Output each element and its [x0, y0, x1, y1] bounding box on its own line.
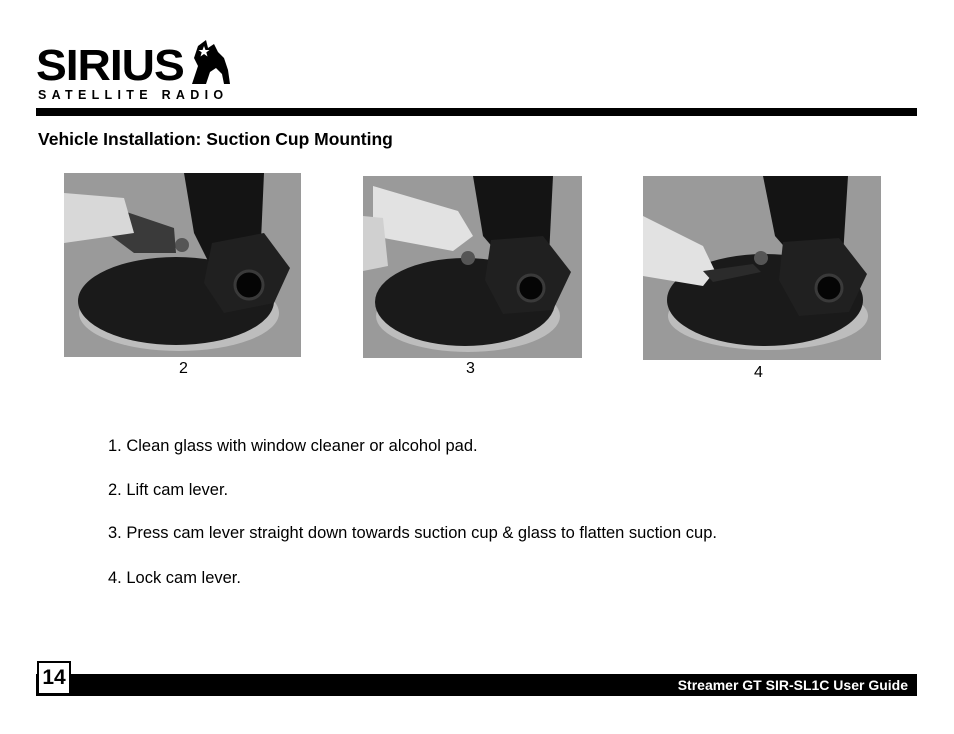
photo-step-3 [363, 176, 582, 358]
photo-step-2 [64, 173, 301, 357]
photo-step-4 [643, 176, 881, 360]
logo-tagline: SATELLITE RADIO [38, 88, 229, 102]
footer-guide-title: Streamer GT SIR-SL1C User Guide [677, 677, 908, 693]
figure-caption: 3 [466, 360, 475, 377]
section-title: Vehicle Installation: Suction Cup Mounting [38, 129, 393, 149]
header-rule [36, 108, 917, 116]
instruction-step: 3. Press cam lever straight down towards suction cup & glass to flatten suction cup. [108, 524, 717, 542]
instruction-step: 4. Lock cam lever. [108, 569, 241, 587]
suction-cup-lever-locked-image [643, 176, 881, 360]
instruction-step: 2. Lift cam lever. [108, 481, 229, 499]
figure-caption: 2 [179, 360, 188, 377]
instruction-step: 1. Clean glass with window cleaner or alcohol pad. [108, 437, 478, 455]
sirius-logo [36, 36, 236, 106]
suction-cup-lever-lifted-image [64, 173, 301, 357]
logo-wordmark: SIRIUS [36, 41, 184, 90]
suction-cup-lever-pressed-image [363, 176, 582, 358]
page-number: 14 [37, 661, 71, 695]
dog-star-icon [184, 36, 234, 86]
figure-caption: 4 [754, 364, 763, 381]
